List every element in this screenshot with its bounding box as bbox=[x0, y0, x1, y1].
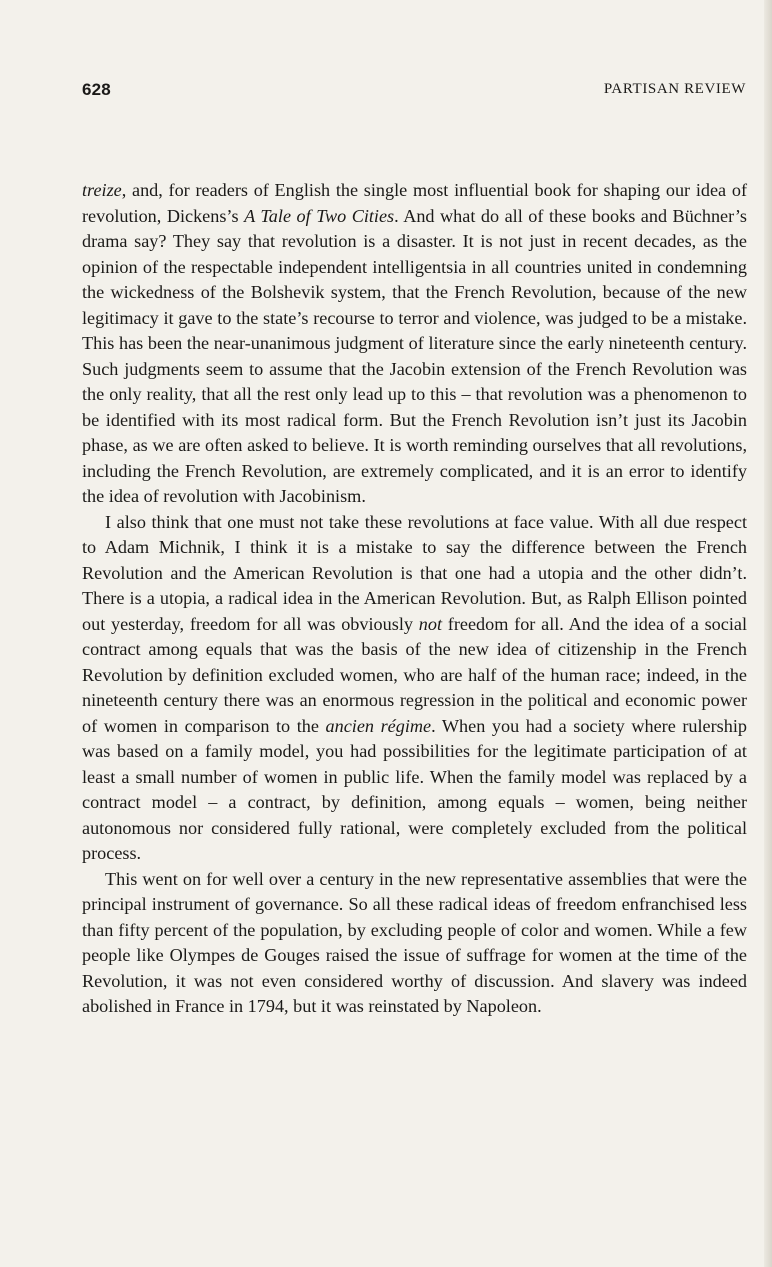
text-segment: . And what do all of these books and Büchner’s drama say? They say that revolution is a disaster. It is not just in recent decades, as the opinion of the respectable independent intelligentsia in all countries united in condemning the wickedness of the Bolshevik system, that the French Revolution, because of the new legitimacy it gave to the state’s recourse to terror and violence, was judged to be a mistake. This has been the near-unanimous judgment of literature since the early nineteenth century. Such judgments seem to assume that the Jacobin extension of the French Revolution was the only reality, that all the rest only lead up to this – that revolution was a phenomenon to be identified with its most radical form. But the French Revolution isn’t just its Jacobin phase, as we are often asked to believe. It is worth reminding ourselves that all revolutions, including the French Revolution, are extremely complicated, and it is an error to identify the idea of revolution with Jacobinism. bbox=[82, 205, 747, 506]
paragraph bbox=[82, 510, 747, 867]
page-number: 628 bbox=[82, 80, 111, 99]
text-segment: I also think that one must not take these revolutions at face value. With all due respect to Adam Michnik, I think it is a mistake to say the difference between the French Revolution and the American Revolution is that one had a utopia and the other didn’t. There is a utopia, a radical idea in the American Revolution. But, as Ralph Ellison pointed out yesterday, freedom for all was obviously bbox=[82, 511, 747, 634]
paragraph bbox=[82, 867, 747, 1020]
paragraph bbox=[82, 178, 747, 510]
text-segment-italic: not bbox=[418, 613, 442, 634]
text-segment-italic: treize bbox=[82, 180, 122, 200]
text-segment: , and, for readers of English the single most influential book for shaping our idea of revolution, Dickens’s bbox=[82, 180, 747, 226]
text-segment: This went on for well over a century in the new representative assemblies that were the principal instrument of governance. So all these radical ideas of freedom enfranchised less than fifty percent of the population, by excluding people of color and women. While a few people like Olympes de Gouges raised the issue of suffrage for women at the time of the Revolution, it was not even considered worthy of discussion. And slavery was indeed abolished in France in 1794, but it was reinstated by Napoleon. bbox=[82, 868, 747, 1016]
text-segment: . When you had a society where rulership was based on a family model, you had possibilities for the legitimate participation of at least a small number of women in public life. When the family model was replaced by a contract model – a contract, by definition, among equals – women, being neither autonomous nor considered fully rational, were completely excluded from the political process. bbox=[82, 715, 747, 863]
text-segment-italic: ancien régime bbox=[325, 715, 432, 736]
body-text bbox=[82, 178, 747, 1020]
running-head: PARTISAN REVIEW bbox=[603, 81, 746, 97]
text-segment-italic: A Tale of Two Cities bbox=[244, 205, 395, 226]
page-header bbox=[82, 80, 746, 104]
page-edge-shadow bbox=[764, 0, 772, 1267]
text-segment: freedom for all. And the idea of a social contract among equals that was the basis of the new idea of citizenship in the French Revolution by definition excluded women, who are half of the human race; indeed, in the nineteenth century there was an enormous regression in the political and economic power of women in comparison to the bbox=[82, 613, 747, 736]
